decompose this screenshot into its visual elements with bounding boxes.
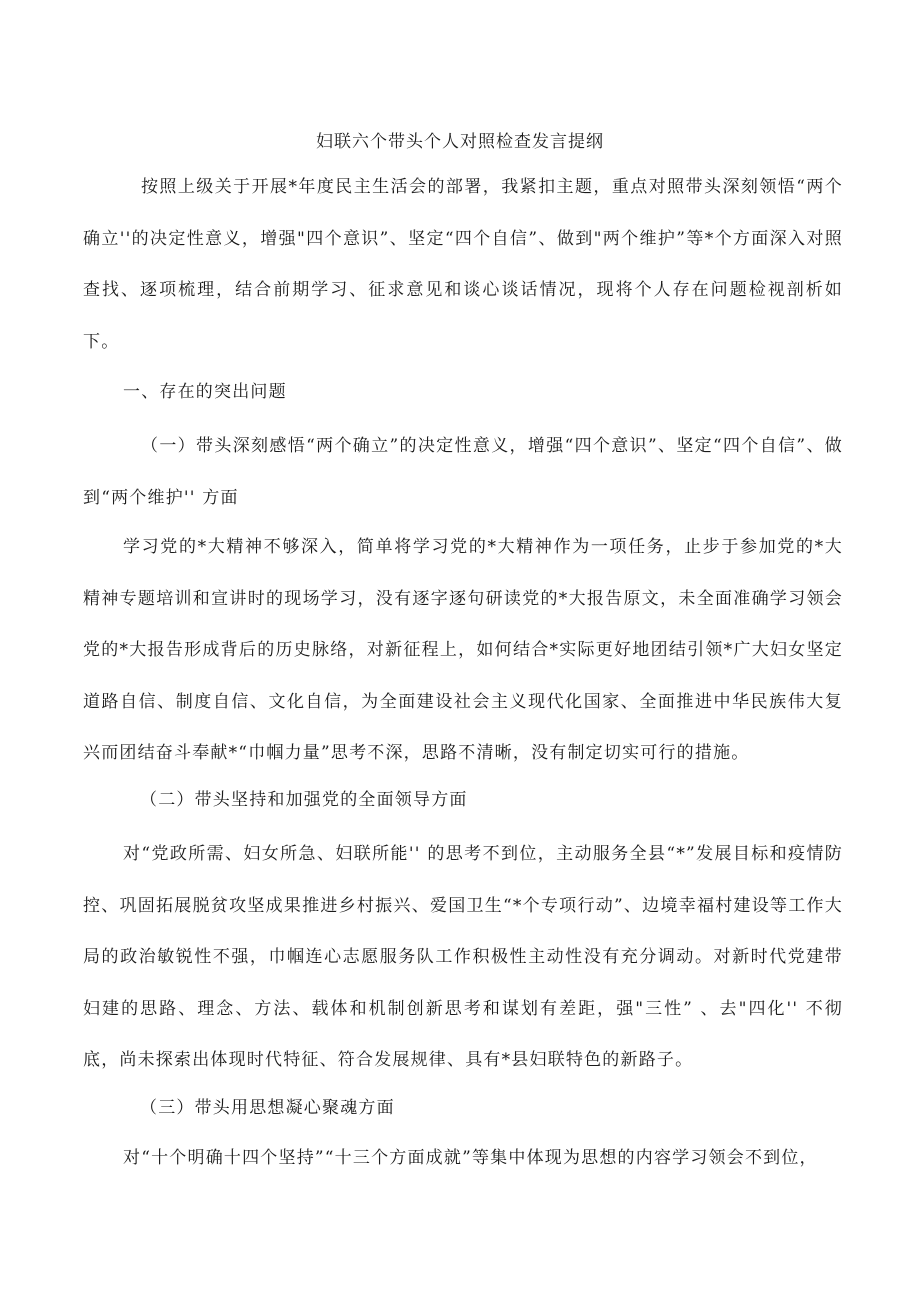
subsection-heading-3: （三）带头用思想凝心聚魂方面 (140, 1098, 395, 1118)
subsection-body-3: 对“十个明确十四个坚持”“十三个方面成就”等集中体现为思想的内容学习领会不到位， (123, 1148, 818, 1168)
document-title: 妇联六个带头个人对照检查发言提纲 (316, 132, 604, 152)
subsection-body-2: 对“党政所需、妇女所急、妇联所能'' 的思考不到位，主动服务全县“*”发展目标和疫情防控、巩固拓展脱贫攻坚成果推进乡村振兴、爱国卫生“*个专项行动”、边境幸福村建设等工作大局的政治敏锐性不强，巾帼连心志愿服务队工作积极性主动性没有充分调动。对新时代党建带妇建的思路、理念、方法、载体和机制创新思考和谋划有差距，强"三性” 、去"四化'' 不彻底，尚未探索出体现时代特征、符合发展规律、具有*县妇联特色的新路子。 (83, 844, 843, 1070)
subsection-body-1: 学习党的*大精神不够深入，简单将学习党的*大精神作为一项任务，止步于参加党的*大精神专题培训和宣讲时的现场学习，没有逐字逐句研读党的*大报告原文，未全面准确学习领会党的*大报告形成背后的历史脉络，对新征程上，如何结合*实际更好地团结引领*广大妇女坚定道路自信、制度自信、文化自信，为全面建设社会主义现代化国家、全面推进中华民族伟大复兴而团结奋斗奉献*“巾帼力量”思考不深，思路不清晰，没有制定切实可行的措施。 (83, 537, 843, 763)
intro-paragraph: 按照上级关于开展*年度民主生活会的部署，我紧扣主题，重点对照带头深刻领悟“两个确立''的决定性意义，增强"四个意识”、坚定“四个自信”、做到"两个维护”等*个方面深入对照查找、逐项梳理，结合前期学习、征求意见和谈心谈话情况，现将个人存在问题检视剖析如下。 (83, 177, 843, 352)
subsection-heading-1: （一）带头深刻感悟“两个确立”的决定性意义，增强“四个意识”、坚定“四个自信”、做到“两个维护'' 方面 (83, 436, 843, 508)
section-heading-problems: 一、存在的突出问题 (123, 382, 287, 402)
subsection-heading-2: （二）带头坚持和加强党的全面领导方面 (140, 790, 468, 810)
